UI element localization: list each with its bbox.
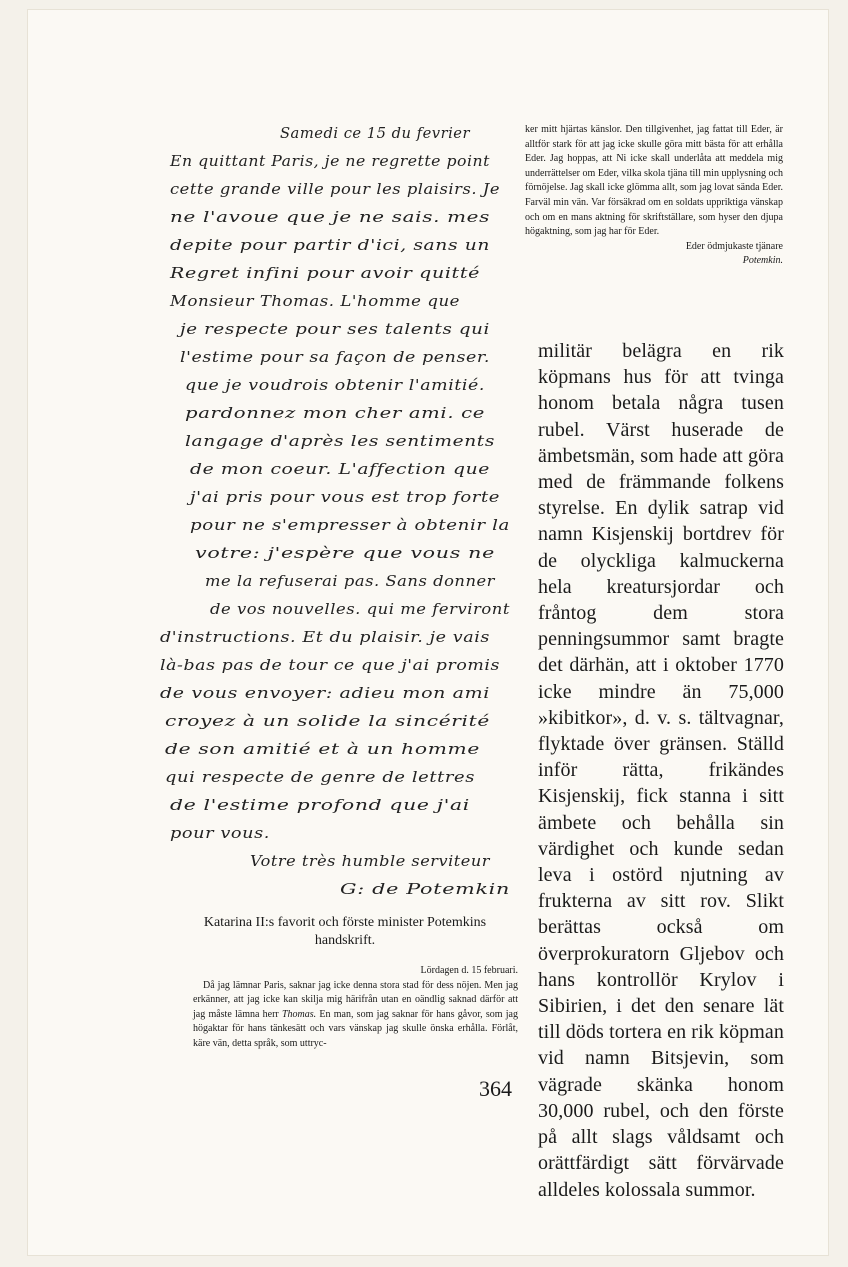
handwriting-line: de son amitié et à un homme [165, 740, 480, 758]
handwritten-letter-facsimile [160, 108, 532, 914]
handwriting-image [160, 108, 532, 914]
letter-closing: Eder ödmjukaste tjänare [685, 240, 783, 252]
handwriting-line: G: de Potemkin [340, 880, 510, 898]
letter-signature-line [525, 254, 783, 269]
continuation-text: ker mitt hjärtas känslor. Den tillgivenhet, jag fattat till Eder, är alltför stark för att jag icke skulle göra mitt bästa för att erhålla Eder. Jag hoppas, att Ni icke skall underlåta att meddela mig underrättelser om Eder, vilka skola tjäna till min upplysning och förnöjelse. Jag skall icke glömma allt, som jag lovat sända Eder. Farväl min vän. Var försäkrad om en soldats uppriktiga vänskap och om en mans aktning för skriftställare, som hyser den djupa högaktning, som jag har för Eder. [525, 124, 783, 238]
handwriting-line: de mon coeur. L'affection que [190, 460, 490, 478]
handwriting-line: Votre très humble serviteur [250, 852, 491, 870]
main-body-text: militär belägra en rik köpmans hus för att tvinga honom betala några tusen rubel. Värst huserade de ämbetsmän, som hade att göra med de främmande folkens styrelse. En dylik satrap vid namn Kisjenskij bortdrev för de olyckliga kalmuckerna hela kreatursjordar och fråntog dem stora penningsummor samt bragte det därhän, att i oktober 1770 icke mindre än 75,000 »kibitkor», d. v. s. tältvagnar, flyktade över gränsen. Ställd inför rätta, frikändes Kisjenskij, fick stanna i sitt ämbete och behålla sin värdighet och kunde sedan leva i ostörd njutning av frukterna av sitt rov. Slikt berättas också om överprokuratorn Gljebov och hans kontrollör Krylov i Sibirien, i det den senare lät till döds tortera en rik köpman vid namn Bitsjevin, som vägrade skänka honom 30,000 rubel, och den förste på allt slags våldsamt och orättfärdigt sätt förvärvade alldeles kolossala summor. [538, 340, 784, 1201]
figure-caption: Katarina II:s favorit och förste minister Potemkins handskrift. [203, 915, 487, 948]
handwriting-line: ne l'avoue que je ne sais. mes [170, 208, 490, 226]
book-page [28, 10, 828, 1255]
handwriting-line: l'estime pour sa façon de penser. [180, 348, 490, 366]
handwriting-line: de l'estime profond que j'ai [170, 796, 470, 814]
translation-text-1: Då jag lämnar Paris, saknar jag icke denna stora stad för dess nöjen. Men jag erkänner, att jag icke kan skilja mig härifrån utan en oändlig saknad därför att jag måste lämna herr [193, 979, 518, 1020]
handwriting-line: cette grande ville pour les plaisirs. Je [170, 180, 500, 198]
handwriting-line: qui respecte de genre de lettres [165, 768, 475, 786]
handwriting-line: depite pour partir d'ici, sans un [170, 236, 490, 254]
translation-text-2: En man, som jag saknar för hans gåvor, som jag högaktar för hans tänkesätt och vars vänskap jag skulle önska erhålla. Förlåt, käre vän, detta språk, som uttryc- [193, 1008, 518, 1049]
translation-name: Thomas. [281, 1008, 317, 1020]
handwriting-line: Regret infini pour avoir quitté [168, 264, 481, 282]
handwriting-line: pardonnez mon cher ami. ce [185, 404, 485, 422]
handwriting-line: que je voudrois obtenir l'amitié. [185, 376, 485, 394]
handwriting-line: je respecte pour ses talents qui [176, 320, 491, 338]
page-number: 364 [479, 1076, 512, 1101]
handwriting-line: d'instructions. Et du plaisir. je vais [160, 628, 490, 646]
handwriting-line: j'ai pris pour vous est trop forte [186, 488, 500, 506]
handwriting-line: pour vous. [170, 824, 270, 842]
translation-continuation [525, 123, 783, 269]
handwriting-line: Samedi ce 15 du fevrier [280, 124, 471, 142]
letter-signature: Potemkin. [742, 255, 783, 267]
handwriting-line: votre: j'espère que vous ne [195, 544, 495, 562]
handwriting-line: me la refuserai pas. Sans donner [205, 572, 496, 590]
translation-date: Lördagen d. 15 februari. [420, 965, 518, 976]
handwriting-line: de vos nouvelles. qui me ferviront [210, 600, 511, 618]
letter-translation [193, 964, 518, 1052]
handwriting-line: là-bas pas de tour ce que j'ai promis [160, 656, 500, 674]
handwriting-line: pour ne s'empresser à obtenir la [190, 516, 510, 534]
translation-paragraph [193, 979, 518, 1052]
handwriting-line: langage d'après les sentiments [185, 432, 495, 450]
handwriting-line: de vous envoyer: adieu mon ami [160, 684, 490, 702]
handwriting-line: croyez à un solide la sincérité [165, 712, 490, 730]
handwriting-line: Monsieur Thomas. L'homme que [168, 292, 460, 310]
handwriting-line: En quittant Paris, je ne regrette point [168, 152, 491, 170]
